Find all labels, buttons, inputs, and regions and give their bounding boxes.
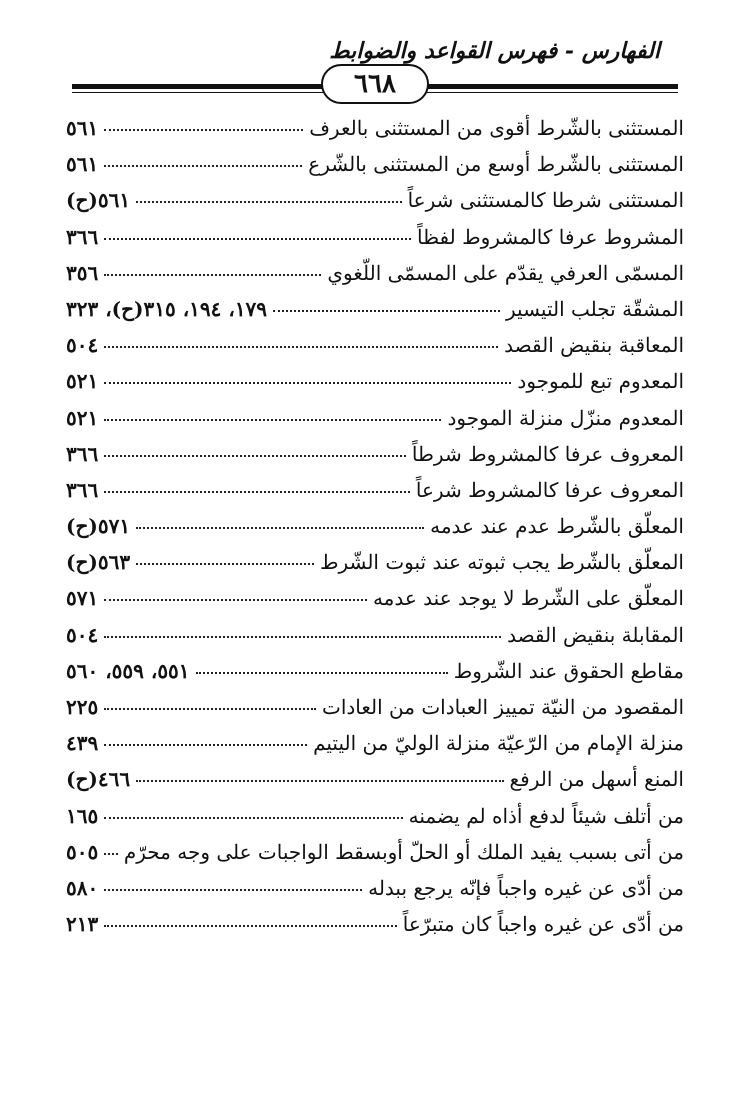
index-entry: [66, 623, 684, 659]
entry-pages: ٥٦١: [66, 152, 99, 177]
entry-pages: ٢٢٥: [66, 695, 99, 719]
entry-text: المعلّق بالشّرط يجب ثبوته عند ثبوت الشّرط: [319, 550, 684, 575]
entry-pages: ١٧٩، ١٩٤، ٣١٥(ح)، ٣٢٣: [66, 296, 268, 321]
dot-leader: [104, 491, 410, 493]
entry-text: المعدوم تبع للموجود: [517, 369, 684, 394]
entry-text: المشروط عرفا كالمشروط لفظاً: [417, 224, 684, 249]
dot-leader: [104, 599, 367, 601]
dot-leader: [104, 889, 362, 891]
index-entry: [66, 442, 684, 478]
dot-leader: [104, 165, 302, 167]
index-entry: [66, 514, 684, 550]
index-entry: [66, 406, 684, 442]
dot-leader: [104, 744, 307, 746]
entry-pages: ٥٦١(ح): [66, 188, 131, 213]
entry-pages: ٣٥٦: [66, 260, 99, 285]
index-entry: [66, 478, 684, 514]
entry-pages: ٤٦٦(ح): [66, 767, 131, 792]
dot-leader: [104, 817, 402, 819]
dot-leader: [104, 708, 316, 710]
index-entry: [66, 659, 684, 695]
entry-pages: ٥٠٥: [66, 839, 99, 864]
entry-text: المستثنى بالشّرط أقوى من المستثنى بالعرف: [309, 116, 684, 140]
index-entry: [66, 840, 684, 876]
dot-leader: [273, 310, 500, 312]
entry-text: المعروف عرفا كالمشروط شرعاً: [415, 477, 684, 502]
entry-text: من أتى بسبب يفيد الملك أو الحلّ أوبسقط الواجبات على وجه محرّم: [123, 839, 684, 864]
entry-text: منزلة الإمام من الرّعيّة منزلة الوليّ من اليتيم: [313, 731, 684, 756]
entry-text: المنع أسهل من الرفع: [509, 767, 684, 792]
entry-text: المعروف عرفا كالمشروط شرطاً: [411, 441, 684, 466]
entry-pages: ٥٥١، ٥٥٩، ٥٦٠: [66, 658, 190, 683]
dot-leader: [104, 382, 511, 384]
page-number: ٦٦٨: [321, 64, 429, 104]
index-entry: [66, 225, 684, 261]
entry-text: من أدّى عن غيره واجباً فإنّه يرجع ببدله: [368, 875, 684, 900]
dot-leader: [104, 925, 397, 927]
entry-pages: ٥٦١: [66, 116, 99, 140]
index-entry: [66, 731, 684, 767]
entry-text: المشقّة تجلب التيسير: [506, 296, 684, 321]
dot-leader: [136, 201, 402, 203]
index-entry: [66, 369, 684, 405]
entry-pages: ٣٦٦: [66, 224, 99, 249]
entry-text: المعلّق على الشّرط لا يوجد عند عدمه: [372, 586, 684, 611]
dot-leader: [104, 238, 411, 240]
entry-text: المعلّق بالشّرط عدم عند عدمه: [430, 514, 684, 539]
index-entry: [66, 116, 684, 152]
index-entry: [66, 586, 684, 622]
dot-leader: [104, 853, 118, 855]
entry-text: المعاقبة بنقيض القصد: [504, 333, 684, 358]
entry-pages: ٥٢١: [66, 405, 99, 430]
entry-pages: ٥٠٤: [66, 622, 99, 647]
entry-text: المقصود من النيّة تمييز العبادات من العادات: [321, 695, 684, 719]
index-entry: [66, 297, 684, 333]
entry-pages: ٣٦٦: [66, 441, 99, 466]
dot-leader: [104, 129, 303, 131]
entry-pages: ٥٧١(ح): [66, 514, 131, 539]
entry-text: المستثنى بالشّرط أوسع من المستثنى بالشّرع: [308, 152, 684, 177]
index-entry: [66, 188, 684, 224]
index-entry: [66, 261, 684, 297]
index-entry: [66, 876, 684, 912]
entry-pages: ٣٦٦: [66, 477, 99, 502]
entry-pages: ٤٣٩: [66, 731, 99, 756]
entry-text: المستثنى شرطا كالمستثنى شرعاً: [407, 188, 684, 213]
dot-leader: [196, 672, 448, 674]
dot-leader: [104, 455, 406, 457]
running-head: الفهارس - فهرس القواعد والضوابط: [329, 38, 660, 64]
entry-pages: ٥٦٣(ح): [66, 550, 131, 575]
index-entry: [66, 767, 684, 803]
index-entry: [66, 333, 684, 369]
entry-pages: ١٦٥: [66, 803, 99, 828]
index-entry: [66, 912, 684, 948]
entry-text: المعدوم منزّل منزلة الموجود: [447, 405, 684, 430]
entry-pages: ٥٢١: [66, 369, 99, 394]
entry-text: مقاطع الحقوق عند الشّروط: [453, 658, 684, 683]
dot-leader: [136, 780, 503, 782]
index-entries: [66, 116, 684, 948]
entry-pages: ٥٨٠: [66, 875, 99, 900]
index-entry: [66, 695, 684, 731]
dot-leader: [104, 636, 501, 638]
dot-leader: [136, 527, 424, 529]
entry-text: من أتلف شيئاً لدفع أذاه لم يضمنه: [408, 803, 684, 828]
dot-leader: [104, 346, 498, 348]
index-entry: [66, 550, 684, 586]
dot-leader: [104, 274, 321, 276]
entry-pages: ٥٠٤: [66, 333, 99, 358]
entry-text: من أدّى عن غيره واجباً كان متبرّعاً: [402, 912, 684, 937]
entry-pages: ٢١٣: [66, 912, 99, 937]
dot-leader: [136, 563, 314, 565]
index-entry: [66, 152, 684, 188]
entry-text: المسمّى العرفي يقدّم على المسمّى اللّغوي: [327, 260, 684, 285]
dot-leader: [104, 419, 441, 421]
entry-text: المقابلة بنقيض القصد: [507, 622, 684, 647]
entry-pages: ٥٧١: [66, 586, 99, 611]
index-entry: [66, 804, 684, 840]
